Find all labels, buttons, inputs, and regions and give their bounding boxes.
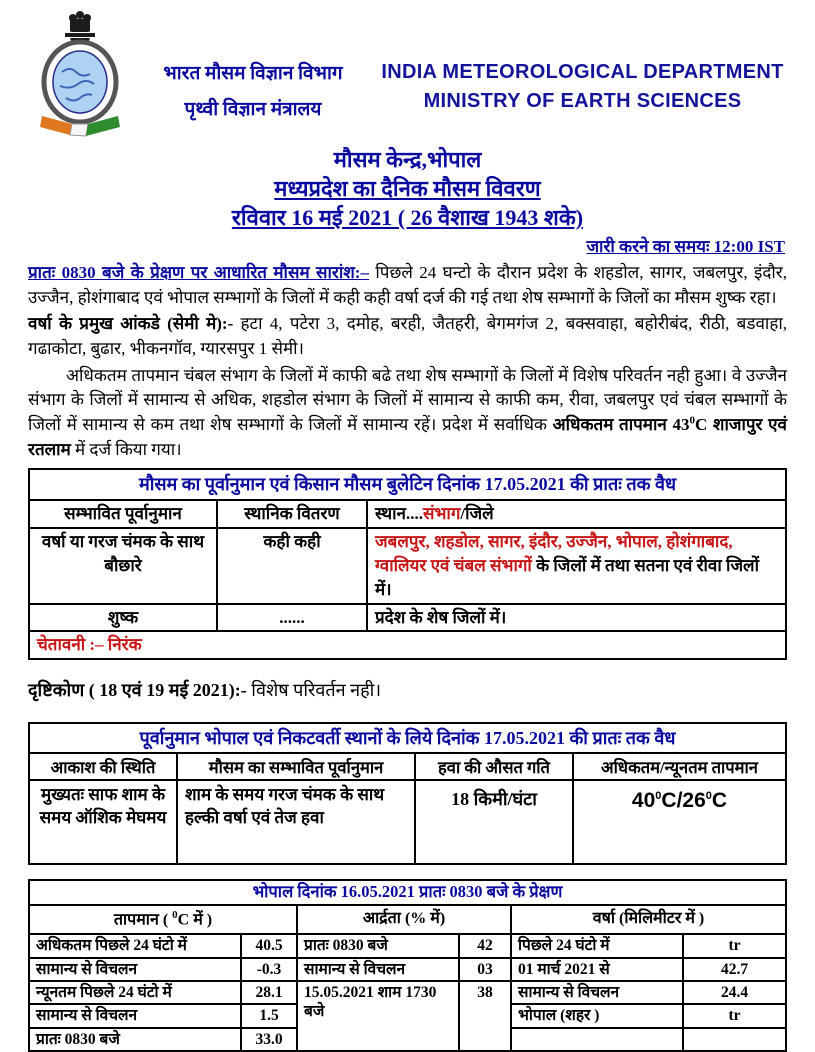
rain-empty-label bbox=[511, 1028, 683, 1051]
temp-header-post: C में ) bbox=[177, 911, 213, 929]
department-english-line1: INDIA METEOROLOGICAL DEPARTMENT bbox=[381, 61, 784, 83]
warning-text: चेतावनी :– निरंक bbox=[29, 631, 786, 659]
city-table-header-row bbox=[29, 753, 786, 780]
rainfall-figures-paragraph bbox=[28, 312, 787, 361]
rain-24h-value: tr bbox=[683, 934, 786, 957]
department-hindi-line1: भारत मौसम विज्ञान विभाग bbox=[163, 63, 343, 84]
department-english-line2: MINISTRY OF EARTH SCIENCES bbox=[423, 90, 742, 112]
temp-min-deviation-value: 1.5 bbox=[241, 1004, 297, 1027]
max-temp-value: 40 bbox=[631, 789, 656, 813]
obs-row-2 bbox=[29, 958, 786, 981]
temp-max-24h-label: अधिकतम पिछले 24 घंटो में bbox=[29, 934, 241, 957]
degree-sup: 0 bbox=[689, 414, 695, 427]
places-cell bbox=[367, 528, 786, 603]
humidity-0830-label: प्रातः 0830 बजे bbox=[297, 934, 459, 957]
city-table-title: पूर्वानुमान भोपाल एवं निकटवर्ती स्थानों के लिये दिनांक 17.05.2021 की प्रातः तक वैध bbox=[29, 723, 786, 753]
col-header-places bbox=[367, 500, 786, 528]
department-name-hindi bbox=[128, 56, 378, 128]
col-header-sky: आकाश की स्थिति bbox=[29, 753, 177, 780]
rain-deviation-label: सामान्य से विचलन bbox=[511, 981, 683, 1004]
col-header-wind: हवा की औसत गति bbox=[415, 753, 573, 780]
forecast-table-header-row bbox=[29, 500, 786, 528]
rain-24h-label: पिछले 24 घंटो में bbox=[511, 934, 683, 957]
rain-bhopal-city-value: tr bbox=[683, 1004, 786, 1027]
col-header-distribution: स्थानिक वितरण bbox=[217, 500, 367, 528]
summary-lead: प्रातः 0830 बजे के प्रेक्षण पर आधारित मौसम सारांश:– bbox=[28, 263, 369, 283]
col-header-maxmin-temp: अधिकतम/न्यूनतम तापमान bbox=[573, 753, 786, 780]
imd-emblem-graphic bbox=[34, 10, 126, 138]
temp-max-24h-value: 40.5 bbox=[241, 934, 297, 957]
forecast-table-title: मौसम का पूर्वानुमान एवं किसान मौसम बुलेटिन दिनांक 17.05.2021 की प्रातः तक वैध bbox=[29, 469, 786, 500]
places-red-list: जबलपुर, शहडोल, सागर, इंदौर, उज्जैन, भोपाल, होशंगाबाद, ग्वालियर एवं चंबल संभागों bbox=[375, 532, 733, 575]
temperature-paragraph bbox=[28, 364, 787, 463]
bulletin-date: रविवार 16 मई 2021 ( 26 वैशाख 1943 शके) bbox=[231, 205, 584, 231]
rain-since-march-value: 42.7 bbox=[683, 958, 786, 981]
masthead bbox=[28, 145, 787, 232]
department-name-english bbox=[378, 58, 787, 116]
col-header-forecast: मौसम का सम्भावित पूर्वानुमान bbox=[177, 753, 415, 780]
temp-min-deviation-label: सामान्य से विचलन bbox=[29, 1004, 241, 1027]
max-temp-stations: C शाजापुर एवं रतलाम bbox=[28, 414, 788, 459]
obs-table-group-header-row bbox=[29, 905, 786, 934]
city-table-title-row bbox=[29, 723, 786, 753]
city-forecast-cell: शाम के समय गरज चंमक के साथ हल्की वर्षा एवं तेज हवा bbox=[177, 780, 415, 864]
temp-max-deviation-label: सामान्य से विचलन bbox=[29, 958, 241, 981]
weather-summary-paragraph bbox=[28, 261, 787, 310]
humidity-deviation-value: 03 bbox=[459, 958, 511, 981]
humidity-evening-value: 38 bbox=[459, 981, 511, 1051]
forecast-row-dry bbox=[29, 604, 786, 632]
places-header-pre: स्थान.... bbox=[375, 504, 423, 524]
distribution-cell: ...... bbox=[217, 604, 367, 632]
warning-row bbox=[29, 631, 786, 659]
humidity-deviation-label: सामान्य से विचलन bbox=[297, 958, 459, 981]
temperature-body: अधिकतम तापमान चंबल संभाग के जिलों में काफी बढे तथा शेष सम्भागों के जिलों में विशेष परिवर्तन नही हुआ। वे उज्जैन संभाग के जिलों में सामान्य से अधिक, शहडोल संभाग के जिलों में सामान्य से काफी कम, रीवा, जबलपुर एवं चंबल सम्भागों के जिलों में सामान्य से कम तथा शेष सम्भागों के जिलों में सामान्य रहें। प्रदेश में सर्वाधिक bbox=[28, 365, 787, 434]
max-temp-text: अधिकतम तापमान 43 bbox=[552, 414, 690, 434]
forecast-row-rain bbox=[29, 528, 786, 603]
temp-max-deviation-value: -0.3 bbox=[241, 958, 297, 981]
min-temp-value: 26 bbox=[682, 789, 706, 813]
temp-min-24h-label: न्यूनतम पिछले 24 घंटो में bbox=[29, 981, 241, 1004]
city-forecast-table bbox=[28, 722, 787, 865]
city-table-data-row bbox=[29, 780, 786, 864]
rain-group-header: वर्षा (मिलिमीटर में ) bbox=[511, 905, 786, 934]
degree-sup: 0 bbox=[655, 790, 662, 803]
summary-body: पिछले 24 घन्टो के दौरान प्रदेश के शहडोल, सागर, जबलपुर, इंदौर, उज्जैन, होशंगाबाद एवं भोपाल सम्भागों के जिलों में कही कही वर्षा दर्ज की गई तथा शेष सम्भागों के जिलों का मौसम शुष्क रहा। bbox=[28, 263, 787, 307]
outlook-lead: दृष्टिकोण ( 18 एवं 19 मई 2021):- bbox=[28, 680, 247, 701]
temp-0830-label: प्रातः 0830 बजे bbox=[29, 1028, 241, 1051]
rain-since-march-label: 01 मार्च 2021 से bbox=[511, 958, 683, 981]
col-header-forecast: सम्भावित पूर्वानुमान bbox=[29, 500, 217, 528]
temp-min-24h-value: 28.1 bbox=[241, 981, 297, 1004]
outlook-body: विशेष परिवर्तन नही। bbox=[246, 680, 382, 701]
obs-row-1 bbox=[29, 934, 786, 957]
forecast-table bbox=[28, 468, 787, 660]
humidity-0830-value: 42 bbox=[459, 934, 511, 957]
rain-bhopal-city-label: भोपाल (शहर ) bbox=[511, 1004, 683, 1027]
forecast-cell: वर्षा या गरज चंमक के साथ बौछारे bbox=[29, 528, 217, 603]
degree-sup: 0 bbox=[172, 908, 178, 921]
forecast-cell: शुष्क bbox=[29, 604, 217, 632]
celsius-unit: C bbox=[661, 789, 677, 813]
forecast-table-title-row bbox=[29, 469, 786, 500]
places-cell: प्रदेश के शेष जिलों में। bbox=[367, 604, 786, 632]
obs-table-title: भोपाल दिनांक 16.05.2021 प्रातः 0830 बजे के प्रेक्षण bbox=[29, 880, 786, 905]
department-hindi-line2: पृथ्वी विज्ञान मंत्रालय bbox=[184, 99, 322, 121]
degree-sup: 0 bbox=[705, 790, 712, 803]
sky-condition-cell: मुख्यतः साफ शाम के समय ऑशिक मेघमय bbox=[29, 780, 177, 864]
places-header-division: संभाग bbox=[422, 504, 461, 524]
obs-table-title-row bbox=[29, 880, 786, 905]
document-header bbox=[28, 10, 787, 143]
observation-table bbox=[28, 879, 787, 1052]
bulletin-title: मध्यप्रदेश का दैनिक मौसम विवरण bbox=[274, 176, 541, 202]
temp-0830-value: 33.0 bbox=[241, 1028, 297, 1051]
obs-row-3 bbox=[29, 981, 786, 1004]
rainfall-lead: वर्षा के प्रमुख आंकडे (सेमी मे):- bbox=[28, 314, 234, 334]
places-header-post: /जिले bbox=[460, 504, 494, 524]
rain-deviation-value: 24.4 bbox=[683, 981, 786, 1004]
humidity-evening-label: 15.05.2021 शाम 1730 बजे bbox=[297, 981, 459, 1051]
temp-header-pre: तापमान ( bbox=[113, 911, 173, 929]
globe-icon bbox=[44, 42, 116, 122]
separator: / bbox=[676, 789, 683, 813]
issue-time: जारी करने का समयः 12:00 IST bbox=[586, 237, 785, 257]
wind-speed-cell: 18 किमी/घंटा bbox=[415, 780, 573, 864]
outlook-paragraph bbox=[28, 678, 787, 702]
centre-name: मौसम केन्द्र,भोपाल bbox=[333, 147, 482, 172]
rainfall-body: हटा 4, पटेरा 3, दमोह, बरही, जैतहरी, बेगमगंज 2, बक्सवाहा, बहोरीबंद, रीठी, बडवाहा, गढाकोटा, बुढार, भीकनगॉव, ग्यारसपुर 1 सेमी। bbox=[28, 314, 787, 359]
imd-emblem bbox=[28, 10, 128, 143]
humidity-group-header: आर्द्रता (% में) bbox=[297, 905, 511, 934]
maxmin-temp-cell bbox=[573, 780, 786, 864]
places-black-tail: के जिलों में तथा सतना एवं रीवा जिलों में। bbox=[375, 556, 759, 599]
rain-empty-value bbox=[683, 1028, 786, 1051]
distribution-cell: कही कही bbox=[217, 528, 367, 603]
temperature-group-header bbox=[29, 905, 297, 934]
temperature-tail: में दर्ज किया गया। bbox=[70, 439, 182, 459]
celsius-unit: C bbox=[711, 789, 728, 813]
